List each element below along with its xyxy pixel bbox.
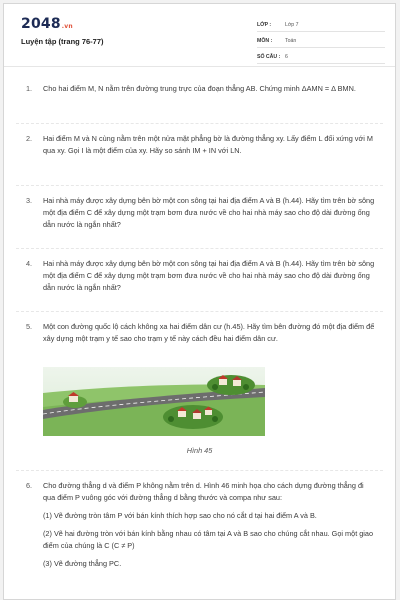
house — [233, 380, 241, 386]
question-number: 4. — [26, 259, 33, 268]
meta-key: MÔN : — [257, 37, 273, 44]
meta-value: Toán — [285, 37, 297, 44]
question-number: 3. — [26, 196, 33, 205]
question-divider — [16, 248, 383, 249]
tree — [212, 384, 218, 390]
question-text: Cho đường thẳng d và điểm P không nằm trên d. Hình 46 minh họa cho cách dựng đường thẳng đi qua điểm P vuông góc với đường thẳng d bằng thước và compa như sau: — [43, 481, 364, 502]
question-number: 2. — [26, 134, 33, 143]
logo-suffix: .vn — [61, 23, 73, 30]
question-divider — [16, 470, 383, 471]
worksheet-header — [4, 4, 395, 67]
question-divider — [16, 311, 383, 312]
question-number: 1. — [26, 84, 33, 93]
question-text: Cho hai điểm M, N nằm trên đường trung trực của đoạn thẳng AB. Chứng minh ΔAMN = Δ BMN. — [43, 84, 356, 93]
tree — [243, 384, 249, 390]
construction-step: (3) Vẽ đường thẳng PC. — [43, 559, 122, 568]
question-number: 6. — [26, 481, 33, 490]
tree — [212, 416, 218, 422]
page-title: Luyện tập (trang 76-77) — [21, 37, 104, 46]
question-text: Hai điểm M và N cùng nằm trên một nửa mặt phẳng bờ là đường thẳng xy. Lấy điểm L đối xứng với M qua xy. Gọi I là một điểm của xy. Hãy so sánh IM + IN với LN. — [43, 134, 373, 155]
construction-step: (1) Vẽ đường tròn tâm P với bán kính thích hợp sao cho nó cắt d tại hai điểm A và B. — [43, 511, 317, 520]
meta-value: Lớp 7 — [285, 21, 299, 28]
house — [205, 410, 212, 415]
question-divider — [16, 185, 383, 186]
figure-45-illustration — [43, 367, 265, 436]
question-text: Hai nhà máy được xây dựng bên bờ một con sông tại hai địa điểm A và B (h.44). Hãy tìm trên bờ sông một địa điểm C để xây dựng một trạm bơm đưa nước về cho hai nhà máy sao cho độ dài đường ống dẫn nước là ngắn nhất? — [43, 259, 375, 292]
house — [178, 411, 186, 417]
house — [219, 379, 227, 385]
house — [193, 413, 201, 419]
worksheet-page — [3, 3, 396, 600]
construction-step: (2) Vẽ hai đường tròn với bán kính bằng nhau có tâm tại A và B sao cho chúng cắt nhau. Gọi một giao điểm của chúng là C (C ≠ P) — [43, 529, 374, 550]
meta-value: 6 — [285, 53, 288, 60]
question-text: Một con đường quốc lộ cách không xa hai điểm dân cư (h.45). Hãy tìm bên đường đó một địa điểm để xây dựng một trạm y tế sao cho trạm y tế này cách đều hai điểm dân cư. — [43, 322, 375, 343]
worksheet-meta — [257, 18, 385, 66]
question-divider — [16, 123, 383, 124]
question-number: 5. — [26, 322, 33, 331]
site-logo[interactable] — [21, 16, 73, 32]
figure-caption: Hình 45 — [186, 446, 213, 455]
meta-row-count — [257, 50, 385, 64]
meta-key: LỚP : — [257, 21, 272, 28]
logo-text: 2048 — [21, 16, 61, 32]
question-text: Hai nhà máy được xây dựng bên bờ một con sông tại hai địa điểm A và B (h.44). Hãy tìm trên bờ sông một địa điểm C để xây dựng một trạm bơm đưa nước về cho hai nhà máy sao cho độ dài đường ống dẫn nước là ngắn nhất? — [43, 196, 375, 229]
meta-row-class — [257, 18, 385, 32]
house — [69, 396, 78, 402]
meta-key: SỐ CÂU : — [257, 53, 281, 60]
meta-row-subject — [257, 34, 385, 48]
tree — [168, 416, 174, 422]
